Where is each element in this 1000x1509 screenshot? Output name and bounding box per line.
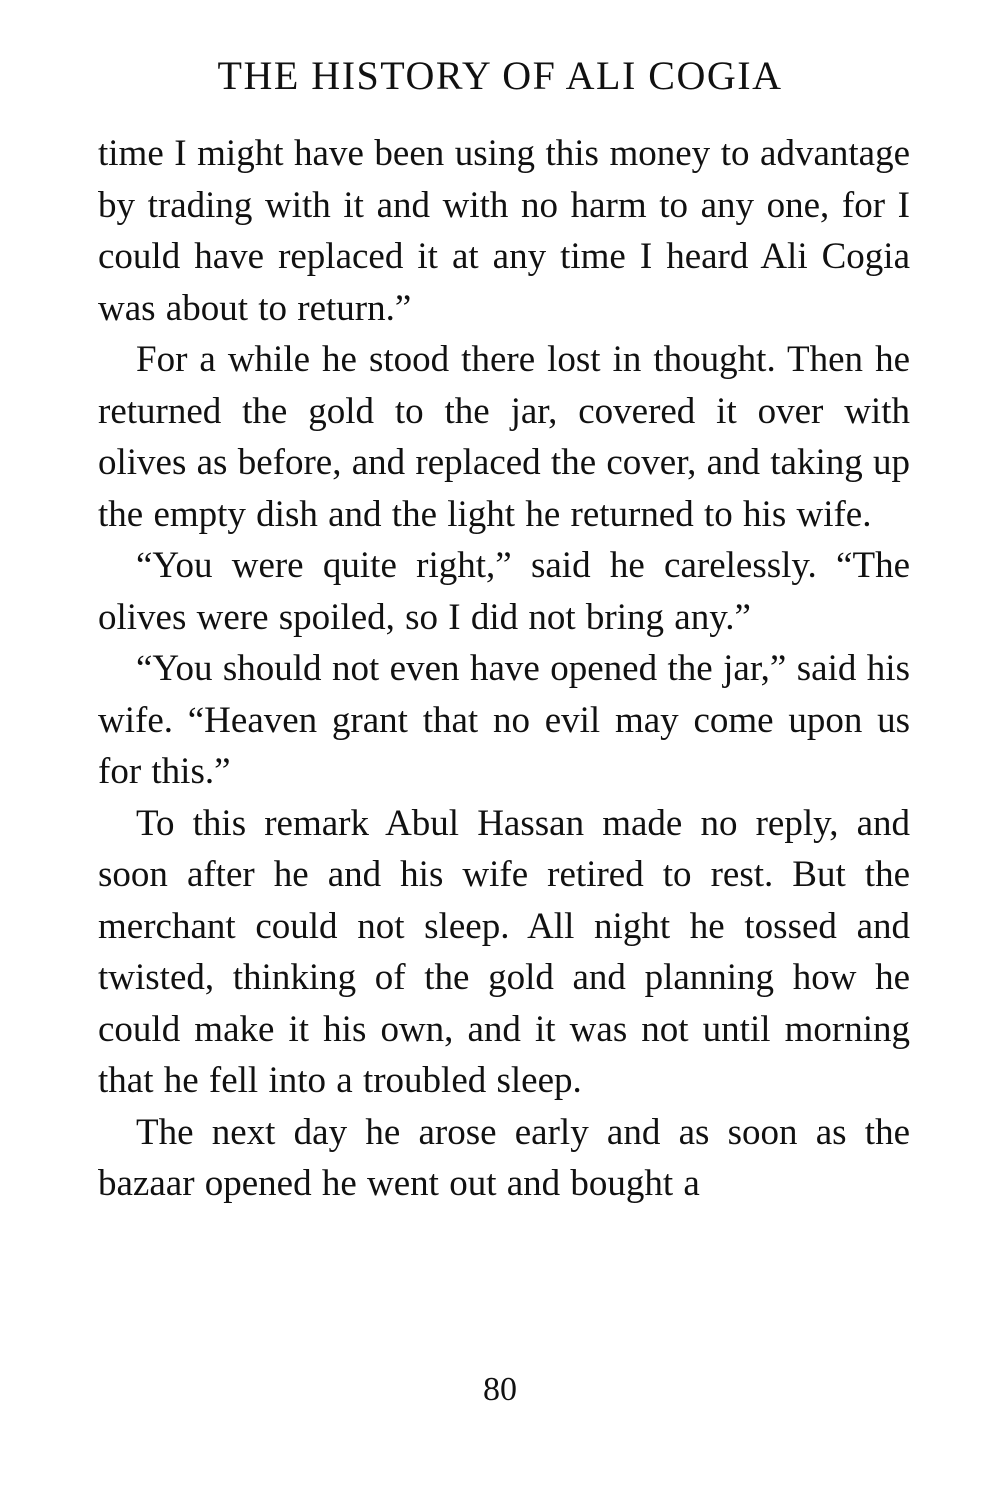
page-number: 80 <box>483 1371 517 1408</box>
paragraph: To this remark Abul Hassan made no reply, and soon after he and his wife retired to rest. But the merchant could not sleep. All night he tossed and twisted, thinking of the gold and planning how he could make it his own, and it was not until morning that he fell into a troubled sleep. <box>98 802 910 1101</box>
body-text <box>98 128 910 1210</box>
paragraph: “You should not even have opened the jar,” said his wife. “Heaven grant that no evil may come upon us for this.” <box>98 648 910 792</box>
paragraph: For a while he stood there lost in thought. Then he returned the gold to the jar, covered it over with olives as before, and replaced the cover, and taking up the empty dish and the light he returned to his wife. <box>98 339 910 535</box>
paragraph-continued: time I might have been using this money to advantage by trading with it and with no harm to any one, for I could have replaced it at any time I heard Ali Cogia was about to return.” <box>98 133 910 329</box>
paragraph: The next day he arose early and as soon as the bazaar opened he went out and bought a <box>98 1111 910 1204</box>
paragraph: “You were quite right,” said he carelessly. “The olives were spoiled, so I did not bring any.” <box>98 545 910 638</box>
running-header: THE HISTORY OF ALI COGIA <box>217 53 783 98</box>
